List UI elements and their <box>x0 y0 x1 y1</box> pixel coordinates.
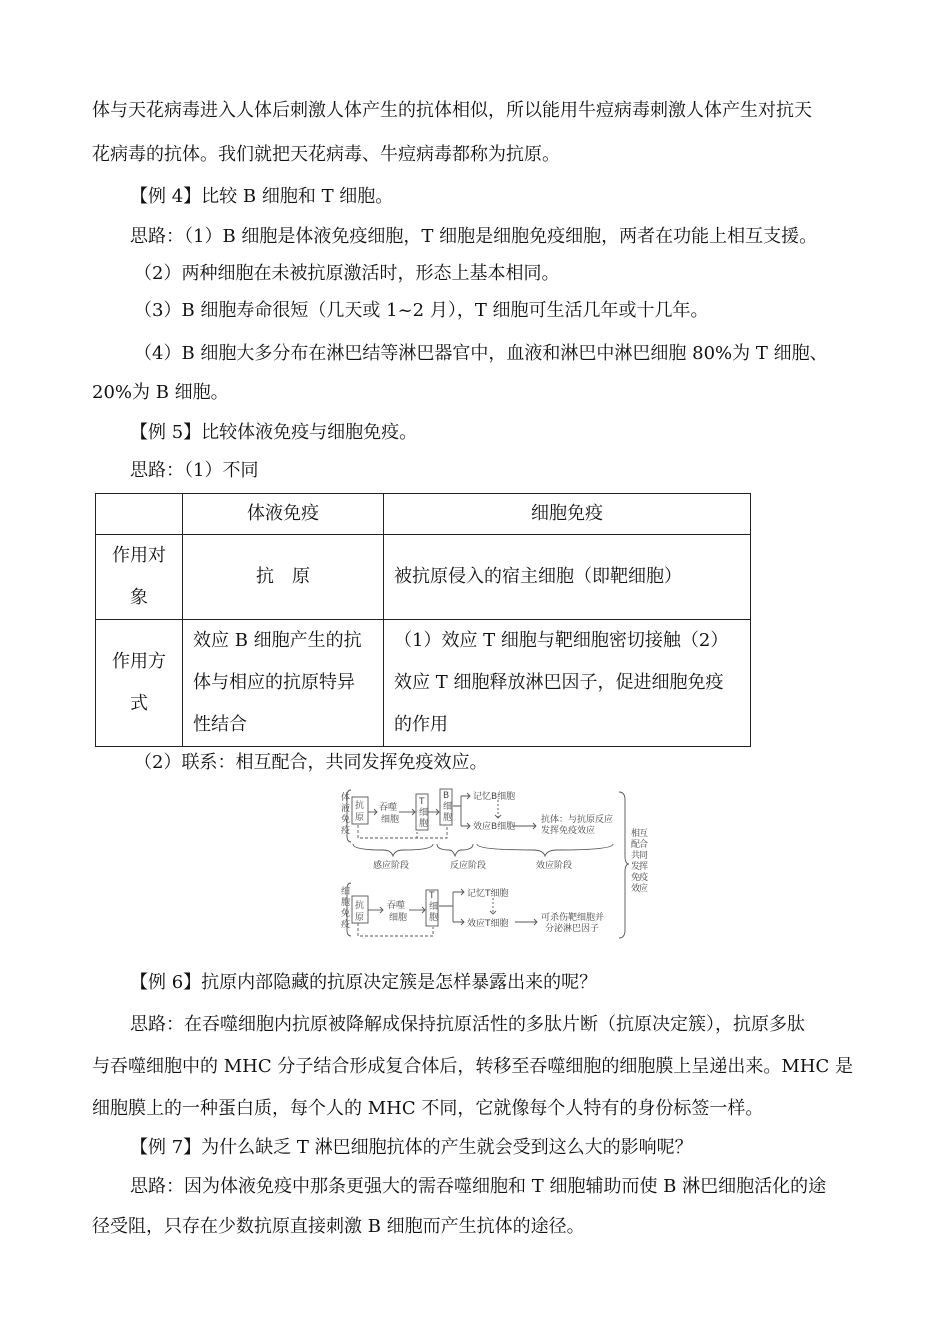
example-6-answer-2: 与吞噬细胞中的 MHC 分子结合形成复合体后，转移至吞噬细胞的细胞膜上呈递出来。MHC 是 <box>92 1056 853 1077</box>
kill-label: 可杀伤靶细胞并 <box>541 913 605 923</box>
t-cell-label: T <box>429 891 435 901</box>
example-4-answer-4-cont: 20%为 B 细胞。 <box>92 382 229 403</box>
example-6-answer-3: 细胞膜上的一种蛋白质，每个人的 MHC 不同，它就像每个人特有的身份标签一样。 <box>92 1098 764 1119</box>
right-label-char: 疫 <box>639 873 649 883</box>
example-5-answer-2: （2）联系：相互配合，共同发挥免疫效应。 <box>134 752 488 773</box>
effector-b-label: 效应B细胞 <box>473 822 516 832</box>
humoral-target: 抗 原 <box>183 535 384 620</box>
example-4-title: 【例 4】比较 B 细胞和 T 细胞。 <box>130 186 394 207</box>
paragraph-line: 体与天花病毒进入人体后刺激人体产生的抗体相似，所以能用牛痘病毒刺激人体产生对抗天 <box>92 100 812 121</box>
b-cell-label: B <box>443 791 450 801</box>
cell-line: 效应 T 细胞释放淋巴因子，促进细胞免疫 <box>394 672 724 693</box>
cell-line: 性结合 <box>193 714 247 735</box>
row-label-line: 作用方 <box>112 651 166 672</box>
b-cell-label: 细 <box>443 802 453 812</box>
right-label-char: 合 <box>639 840 649 850</box>
immune-response-diagram <box>333 786 663 946</box>
antibody-label: 发挥免疫效应 <box>541 826 596 836</box>
phagocyte-label: 细胞 <box>381 815 400 825</box>
phase-effect-label: 效应阶段 <box>536 861 573 871</box>
right-label-char: 效 <box>631 884 641 894</box>
memory-t-label: 记忆T细胞 <box>467 889 509 899</box>
table-cell <box>96 494 183 535</box>
paragraph-line: 花病毒的抗体。我们就把天花病毒、牛痘病毒都称为抗原。 <box>92 144 560 165</box>
phase-react-label: 反应阶段 <box>450 861 487 871</box>
humoral-label-char: 疫 <box>341 826 351 836</box>
right-label-char: 相 <box>631 829 641 839</box>
table-row <box>96 620 751 747</box>
row-label-line: 象 <box>130 587 148 608</box>
cell-line: 体与相应的抗原特异 <box>193 672 355 693</box>
antibody-label: 抗体：与抗原反应 <box>541 815 614 825</box>
cellular-target: 被抗原侵入的宿主细胞（即靶细胞） <box>384 535 751 620</box>
t-cell-label: 胞 <box>419 819 429 829</box>
right-label-char: 互 <box>639 829 649 839</box>
humoral-label-char: 免 <box>341 815 351 825</box>
kill-label: 分泌淋巴因子 <box>545 924 600 934</box>
t-cell-label: 细 <box>419 808 429 818</box>
row-label-target <box>96 535 183 620</box>
example-7-answer-2: 径受阻，只存在少数抗原直接刺激 B 细胞而产生抗体的途径。 <box>92 1216 585 1237</box>
cellular-mode <box>384 620 751 747</box>
example-7-title: 【例 7】为什么缺乏 T 淋巴细胞抗体的产生就会受到这么大的影响呢？ <box>130 1137 693 1158</box>
antigen-label: 抗 <box>355 801 365 811</box>
example-5-title: 【例 5】比较体液免疫与细胞免疫。 <box>130 422 418 443</box>
humoral-mode <box>183 620 384 747</box>
humoral-label-char: 体 <box>341 793 351 803</box>
table-header-humoral: 体液免疫 <box>183 494 384 535</box>
t-cell-label: T <box>419 797 425 807</box>
memory-b-label: 记忆B细胞 <box>473 792 516 802</box>
cell-line: （1）效应 T 细胞与靶细胞密切接触（2） <box>394 630 729 651</box>
cellular-label-char: 疫 <box>341 920 351 930</box>
example-6-answer-1: 思路：在吞噬细胞内抗原被降解成保持抗原活性的多肽片断（抗原决定簇），抗原多肽 <box>130 1014 805 1035</box>
phagocyte-label: 吞噬 <box>387 901 406 911</box>
right-label-char: 免 <box>631 873 641 883</box>
example-6-title: 【例 6】抗原内部隐藏的抗原决定簇是怎样暴露出来的呢？ <box>130 972 598 993</box>
t-cell-label: 细 <box>429 902 439 912</box>
example-7-answer-1: 思路：因为体液免疫中那条更强大的需吞噬细胞和 T 细胞辅助而使 B 淋巴细胞活化的途 <box>130 1176 827 1197</box>
row-label-mode <box>96 620 183 747</box>
phase-sense-label: 感应阶段 <box>373 861 410 871</box>
effector-t-label: 效应T细胞 <box>467 919 509 929</box>
example-4-answer-3: （3）B 细胞寿命很短（几天或 1~2 月），T 细胞可生活几年或十几年。 <box>134 300 709 321</box>
right-label-char: 共 <box>631 851 641 861</box>
example-4-answer-4: （4）B 细胞大多分布在淋巴结等淋巴器官中，血液和淋巴中淋巴细胞 80%为 T 细胞、 <box>134 343 828 364</box>
right-label-char: 挥 <box>639 862 649 872</box>
comparison-table <box>95 493 751 747</box>
phagocyte-label: 细胞 <box>389 913 408 923</box>
cell-line: 的作用 <box>394 714 448 735</box>
phagocyte-label: 吞噬 <box>379 803 398 813</box>
table-header-row <box>96 494 751 535</box>
right-label-char: 发 <box>631 862 641 872</box>
antigen-label: 原 <box>355 913 365 923</box>
right-label-char: 同 <box>639 851 649 861</box>
t-cell-label: 胞 <box>429 913 439 923</box>
humoral-label-char: 液 <box>341 804 351 814</box>
antigen-label: 原 <box>355 813 365 823</box>
table-header-cellular: 细胞免疫 <box>384 494 751 535</box>
cellular-label-char: 细 <box>341 887 351 897</box>
right-label-char: 应 <box>639 884 649 894</box>
row-label-line: 作用对 <box>112 545 166 566</box>
right-label-char: 配 <box>631 840 641 850</box>
table-row <box>96 535 751 620</box>
row-label-line: 式 <box>130 693 148 714</box>
cellular-label-char: 胞 <box>341 898 351 908</box>
example-4-answer-1: 思路：（1）B 细胞是体液免疫细胞，T 细胞是细胞免疫细胞，两者在功能上相互支援。 <box>130 226 818 247</box>
example-5-answer-1: 思路：（1）不同 <box>130 460 259 481</box>
b-cell-label: 胞 <box>443 813 453 823</box>
example-4-answer-2: （2）两种细胞在未被抗原激活时，形态上基本相同。 <box>134 263 560 284</box>
cell-line: 效应 B 细胞产生的抗 <box>193 630 362 651</box>
cellular-label-char: 免 <box>341 909 351 919</box>
antigen-label: 抗 <box>355 901 365 911</box>
